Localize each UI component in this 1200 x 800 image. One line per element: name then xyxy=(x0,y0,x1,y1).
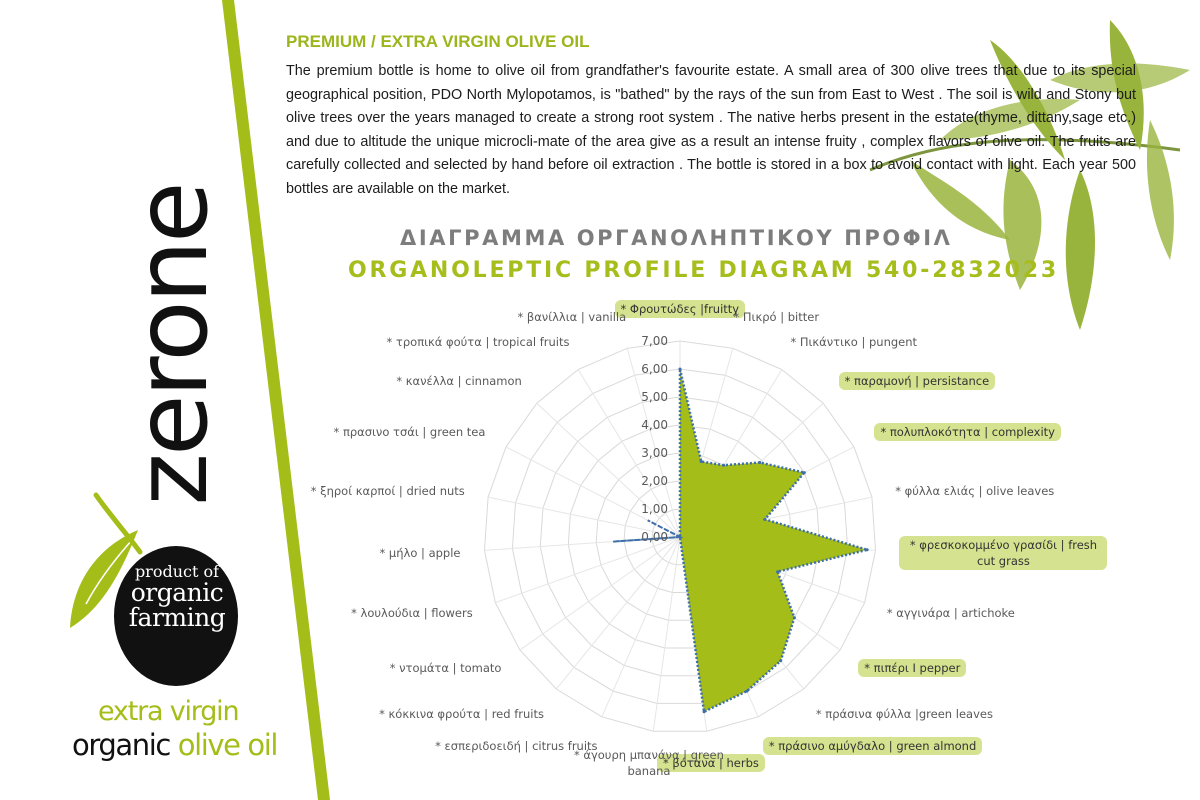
data-point xyxy=(803,471,806,474)
chart-title: ΔΙΑΓΡΑΜΜΑ ΟΡΓΑΝΟΛΗΠΤΙΚΟΥ ΠΡΟΦΙΛ xyxy=(400,226,953,250)
category-label: * λουλούδια | flowers xyxy=(351,606,473,621)
category-label: * φρεσκοκομμένο γρασίδι | fresh cut grass xyxy=(899,536,1107,570)
tick-label: 6,00 xyxy=(641,362,668,376)
category-label: * πιπέρι I pepper xyxy=(858,659,966,677)
data-point xyxy=(763,518,766,521)
data-point xyxy=(866,548,869,551)
data-point xyxy=(700,460,703,463)
tick-label: 7,00 xyxy=(641,334,668,348)
badge-line-3: farming xyxy=(128,603,226,632)
grid-spoke xyxy=(556,537,680,689)
category-label: * μήλο | apple xyxy=(379,545,461,560)
tagline-olive-oil: olive oil xyxy=(177,728,278,762)
category-label: * πολυπλοκότητα | complexity xyxy=(874,423,1061,441)
data-point xyxy=(779,659,782,662)
tick-label: 5,00 xyxy=(641,390,668,404)
category-label: * βότανα | herbs xyxy=(657,754,765,772)
category-label: * παραμονή | persistance xyxy=(839,372,996,390)
data-point xyxy=(776,570,779,573)
category-label: * τροπικά φούτα | tropical fruits xyxy=(386,335,570,350)
tick-label: 1,00 xyxy=(641,502,668,516)
badge-line-1: product of xyxy=(134,562,220,581)
category-label: * κόκκινα φρούτα | red fruits xyxy=(379,706,544,721)
category-label: * ξηροί καρποί | dried nuts xyxy=(310,483,465,498)
data-point xyxy=(722,464,725,467)
series-area-profile xyxy=(680,369,867,712)
tick-label: 2,00 xyxy=(641,474,668,488)
category-label: * εσπεριδοειδή | citrus fruits xyxy=(435,739,598,754)
data-point xyxy=(679,368,682,371)
category-label: * κανέλλα | cinnamon xyxy=(396,374,522,389)
category-label: * Φρουτώδες |fruitty xyxy=(615,300,746,318)
category-label: * πράσινο αμύγδαλο | green almond xyxy=(763,737,982,755)
tagline-extra-virgin: extra virgin xyxy=(98,696,239,727)
chart-subtitle: ORGANOLEPTIC PROFILE DIAGRAM 540-2832023 xyxy=(348,258,1059,283)
badge-line-2: organic xyxy=(130,578,224,607)
tick-label: 4,00 xyxy=(641,418,668,432)
data-point xyxy=(793,616,796,619)
data-point xyxy=(758,461,761,464)
category-label: * Πικρό | bitter xyxy=(733,310,820,325)
category-label: * πρασινο τσάι | green tea xyxy=(333,425,486,440)
grid-spoke xyxy=(495,537,680,603)
category-label: * ντομάτα | tomato xyxy=(389,661,502,676)
logo-text: zerone xyxy=(113,184,230,506)
category-label: * πράσινα φύλλα |green leaves xyxy=(815,706,993,721)
data-point xyxy=(703,710,706,713)
category-label: * φύλλα ελιάς | olive leaves xyxy=(895,483,1055,498)
data-point xyxy=(745,690,748,693)
tick-label: 3,00 xyxy=(641,446,668,460)
category-label: * αγγινάρα | artichoke xyxy=(886,606,1015,621)
tagline-organic: organic xyxy=(72,728,170,762)
tick-label: 0,00 xyxy=(641,530,668,544)
page-title: PREMIUM / EXTRA VIRGIN OLIVE OIL xyxy=(286,32,590,51)
product-description: The premium bottle is home to olive oil from grandfather's favourite estate. A small area of 300 olive trees that due to its special geographical position, PDO North Mylopotamos, is "bathed" by the rays of the sun from East to West . The soil is wild and Stony but olive trees over the years managed to create a strong root system . The native herbs present in the estate(thyme, dittany,sage etc.) and due to altitude the unique microcli-mate of the area give as a result an intense fruity , complex flavors of olive oil. The fruits are carefully collected and selected by hand before oil extraction . The bottle is stored in a box to avoid contact with light. Each year 500 bottles are available on the market. xyxy=(286,63,1136,197)
category-label: * βανίλλια | vanilla xyxy=(517,310,627,325)
category-label: * άγουρη μπανάνα | green banana xyxy=(573,747,724,778)
grid-spoke xyxy=(653,537,680,731)
category-label: * Πικάντικο | pungent xyxy=(790,335,918,350)
